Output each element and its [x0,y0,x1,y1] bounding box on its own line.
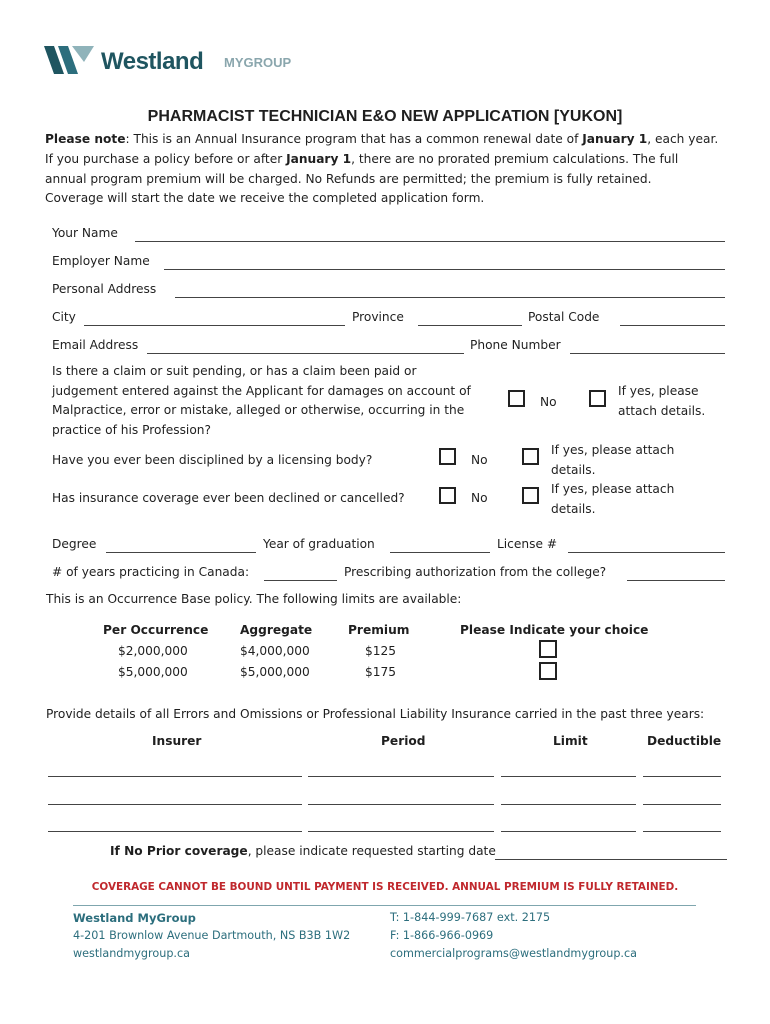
years-practicing-label: # of years practicing in Canada: [52,565,250,579]
note-date: January 1 [286,151,352,166]
disciplined-yes-label [551,441,674,480]
note-line-3: annual program premium will be charged. No Refunds are permitted; the premium is fully retained. [45,171,652,186]
footer-fax: F: 1-866-966-0969 [390,929,494,942]
disciplined-no-label: No [471,453,488,467]
prior-row-1-deductible[interactable] [643,776,721,777]
limit-row-1-occurrence: $2,000,000 [118,644,188,658]
graduation-year-label: Year of graduation [263,537,375,551]
note-text: , there are no prorated premium calculations. The full [351,151,679,166]
page-title: PHARMACIST TECHNICIAN E&O NEW APPLICATION [YUKON] [147,108,623,125]
prior-row-3-limit[interactable] [501,831,636,832]
years-practicing-field[interactable] [264,580,337,581]
personal-address-field[interactable] [175,297,725,298]
col-header-aggregate: Aggregate [240,623,313,637]
note-line-2 [45,150,745,170]
question-claim-line: judgement entered against the Applicant for damages on account of [52,383,471,398]
claim-yes-line: attach details. [618,403,706,418]
no-prior-bold: If No Prior coverage [110,844,248,858]
declined-yes-checkbox[interactable] [522,487,539,504]
disciplined-yes-line: If yes, please attach [551,443,675,457]
question-declined: Has insurance coverage ever been declined or cancelled? [52,491,405,505]
note-text: , each year. [647,132,719,146]
note-text: If you purchase a policy before or after [45,151,287,166]
col-header-per-occurrence: Per Occurrence [103,623,209,637]
note-text: : This is an Annual Insurance program that has a common renewal date of [125,132,583,146]
declined-yes-line: If yes, please attach [551,482,675,496]
question-claim-line: Is there a claim or suit pending, or has a claim been paid or [52,364,417,378]
declined-no-label: No [471,491,488,505]
westland-logo-mark-icon [44,44,96,76]
brand-sub: MYGROUP [224,55,292,70]
license-field[interactable] [568,552,725,553]
claim-yes-line: If yes, please [618,384,699,398]
footer-phone: T: 1-844-999-7687 ext. 2175 [390,911,551,924]
policy-intro: This is an Occurrence Base policy. The following limits are available: [46,592,462,606]
requested-start-date-field[interactable] [495,859,727,860]
prior-row-1-period[interactable] [308,776,494,777]
note-date: January 1 [582,132,648,146]
graduation-year-field[interactable] [390,552,490,553]
logo [44,44,304,78]
prior-row-3-insurer[interactable] [48,831,302,832]
degree-field[interactable] [106,552,256,553]
limit-row-1-checkbox[interactable] [539,640,557,658]
declined-yes-label [551,480,674,519]
claim-no-checkbox[interactable] [508,390,525,407]
note-line-4: Coverage will start the date we receive the completed application form. [45,191,485,206]
prior-row-1-limit[interactable] [501,776,636,777]
prior-row-3-period[interactable] [308,831,494,832]
prior-row-2-deductible[interactable] [643,804,721,805]
prior-row-1-insurer[interactable] [48,776,302,777]
question-claim-line: Malpractice, error or mistake, alleged or otherwise, occurring in the [52,403,465,417]
prior-row-2-period[interactable] [308,804,494,805]
employer-name-field[interactable] [164,269,725,270]
declined-yes-line: details. [551,501,596,516]
footer-company: Westland MyGroup [73,911,196,925]
payment-warning: COVERAGE CANNOT BE BOUND UNTIL PAYMENT IS RECEIVED. ANNUAL PREMIUM IS FULLY RETAINED. [91,881,679,893]
footer-website-link[interactable]: westlandmygroup.ca [73,947,190,960]
claim-yes-checkbox[interactable] [589,390,606,407]
email-label: Email Address [52,338,139,352]
prior-row-2-limit[interactable] [501,804,636,805]
phone-label: Phone Number [470,338,561,352]
your-name-field[interactable] [135,241,725,242]
col-header-period: Period [381,734,426,748]
limit-row-1-premium: $125 [365,644,397,658]
license-label: License # [497,537,558,551]
question-claim [52,362,471,440]
claim-yes-label [618,382,705,421]
employer-name-label: Employer Name [52,254,150,268]
question-disciplined: Have you ever been disciplined by a licensing body? [52,453,373,467]
claim-no-label: No [540,395,557,409]
limit-row-2-checkbox[interactable] [539,662,557,680]
degree-label: Degree [52,537,97,551]
email-field[interactable] [147,353,464,354]
note-paragraph [45,130,745,209]
limit-row-2-premium: $175 [365,665,397,679]
limit-row-2-aggregate: $5,000,000 [240,665,310,679]
prior-coverage-intro: Provide details of all Errors and Omissions or Professional Liability Insurance carried in the past three years: [46,707,705,721]
postal-code-field[interactable] [620,325,725,326]
col-header-deductible: Deductible [647,734,722,748]
no-prior-rest: , please indicate requested starting date [247,844,496,858]
note-line-1 [45,130,745,150]
prior-row-2-insurer[interactable] [48,804,302,805]
phone-field[interactable] [570,353,725,354]
disciplined-yes-checkbox[interactable] [522,448,539,465]
limit-row-1-aggregate: $4,000,000 [240,644,310,658]
disciplined-no-checkbox[interactable] [439,448,456,465]
province-label: Province [352,310,404,324]
col-header-choice: Please Indicate your choice [460,623,649,637]
footer-address: 4-201 Brownlow Avenue Dartmouth, NS B3B 1W2 [73,929,351,942]
col-header-limit: Limit [553,734,588,748]
your-name-label: Your Name [52,226,118,240]
footer-divider [73,905,696,906]
prescribing-field[interactable] [627,580,725,581]
col-header-premium: Premium [348,623,410,637]
note-label: Please note [45,132,126,146]
city-label: City [52,310,76,324]
province-field[interactable] [418,325,522,326]
city-field[interactable] [84,325,345,326]
no-prior-coverage-label [110,845,496,857]
brand-name: Westland [101,48,204,75]
disciplined-yes-line: details. [551,462,596,477]
limit-row-2-occurrence: $5,000,000 [118,665,188,679]
col-header-insurer: Insurer [152,734,202,748]
question-claim-line: practice of his Profession? [52,422,211,437]
footer-email-link[interactable]: commercialprograms@westlandmygroup.ca [390,947,637,960]
declined-no-checkbox[interactable] [439,487,456,504]
prescribing-label: Prescribing authorization from the college? [344,565,607,579]
postal-code-label: Postal Code [528,310,600,324]
prior-row-3-deductible[interactable] [643,831,721,832]
personal-address-label: Personal Address [52,282,157,296]
